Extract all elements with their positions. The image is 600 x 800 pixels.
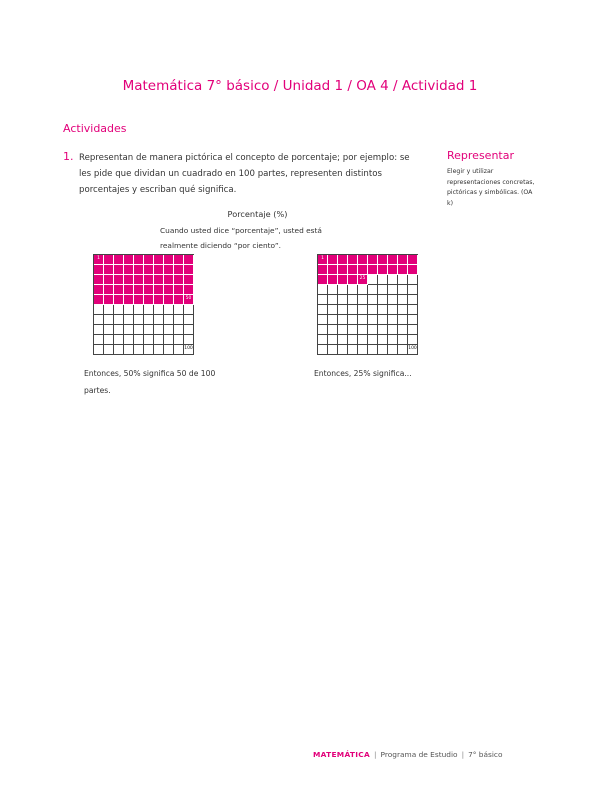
grid-cell xyxy=(144,305,154,315)
grid-cell xyxy=(104,255,114,265)
grid-cell xyxy=(358,335,368,345)
grid-cell xyxy=(338,275,348,285)
grid-cell xyxy=(328,275,338,285)
grid-cell xyxy=(388,295,398,305)
grid-cell xyxy=(328,345,338,355)
grid-cell xyxy=(368,285,378,295)
grid-cell xyxy=(134,315,144,325)
grid-cell xyxy=(134,345,144,355)
grid-cell xyxy=(318,325,328,335)
grid-cell xyxy=(184,295,194,305)
grid-cell xyxy=(338,285,348,295)
grid-cell xyxy=(368,305,378,315)
grid-cell xyxy=(144,255,154,265)
grid-cell xyxy=(144,285,154,295)
grid-cell xyxy=(184,325,194,335)
grid-cell xyxy=(134,325,144,335)
grid-cell xyxy=(368,275,378,285)
grid-cell xyxy=(398,305,408,315)
grid-cell xyxy=(134,295,144,305)
grid-cell xyxy=(144,325,154,335)
grid-cell xyxy=(388,305,398,315)
grid-cell xyxy=(398,285,408,295)
grid-cell xyxy=(114,335,124,345)
grid-cell xyxy=(408,295,418,305)
grid-cell xyxy=(348,315,358,325)
grid-cell xyxy=(114,255,124,265)
grid-cell xyxy=(174,275,184,285)
activity-number: 1. xyxy=(63,150,74,163)
grid-cell xyxy=(348,275,358,285)
grid-cell xyxy=(184,345,194,355)
grid-cell xyxy=(408,335,418,345)
activity-text: Representan de manera pictórica el concepto de porcentaje; por ejemplo: se les pide que dividan un cuadrado en 100 partes, representen distintos porcentajes y escriban qué significa. xyxy=(79,153,410,195)
hundred-grid-25 xyxy=(317,254,418,355)
grid-cell xyxy=(124,265,134,275)
grid-cell xyxy=(164,255,174,265)
grid-cell xyxy=(358,305,368,315)
grid-cell xyxy=(184,335,194,345)
grid-cell xyxy=(378,255,388,265)
grid-cell xyxy=(124,255,134,265)
grid-cell xyxy=(388,255,398,265)
grid-cell xyxy=(398,335,408,345)
grid-cell xyxy=(94,345,104,355)
grid-cell xyxy=(134,285,144,295)
grid-cell xyxy=(328,305,338,315)
grid-cell xyxy=(114,285,124,295)
grid-cell xyxy=(358,315,368,325)
grid-cell xyxy=(388,325,398,335)
grid-cell xyxy=(174,265,184,275)
grid-cell xyxy=(318,315,328,325)
grid-cell xyxy=(328,285,338,295)
grid-cell xyxy=(358,285,368,295)
grid-cell xyxy=(164,345,174,355)
grid-cell xyxy=(408,255,418,265)
grid-cell xyxy=(104,335,114,345)
footer-separator: | xyxy=(461,750,465,759)
grid-cell xyxy=(154,275,164,285)
grid-cell xyxy=(164,315,174,325)
grid-cell xyxy=(144,275,154,285)
grid-cell xyxy=(318,295,328,305)
grid-cell xyxy=(94,265,104,275)
grid-cell xyxy=(398,295,408,305)
grid-cell xyxy=(318,335,328,345)
grid-cell xyxy=(348,265,358,275)
grid-cell xyxy=(318,265,328,275)
grid-cell xyxy=(164,295,174,305)
grid-cell xyxy=(144,335,154,345)
grid-cell xyxy=(408,315,418,325)
grid-cell xyxy=(174,285,184,295)
grid-cell xyxy=(388,265,398,275)
grid-cell xyxy=(154,325,164,335)
grid-cell xyxy=(378,285,388,295)
grid-cell xyxy=(164,265,174,275)
grid-cell xyxy=(154,345,164,355)
grid-cell xyxy=(94,335,104,345)
grid-cell xyxy=(124,345,134,355)
grid-cell xyxy=(388,285,398,295)
grid-cell xyxy=(378,315,388,325)
grid-cell xyxy=(144,265,154,275)
grid-cell xyxy=(114,275,124,285)
grid-cell xyxy=(134,275,144,285)
grid-cell xyxy=(358,345,368,355)
grid-cell xyxy=(328,265,338,275)
grid-cell xyxy=(94,285,104,295)
grid-cell xyxy=(348,255,358,265)
grid-cell xyxy=(398,255,408,265)
grid-cell xyxy=(358,265,368,275)
grid-cell xyxy=(338,295,348,305)
grid-cell xyxy=(184,285,194,295)
grid-cell xyxy=(124,275,134,285)
grid-cell xyxy=(378,335,388,345)
grid-cell xyxy=(114,295,124,305)
grid-cell xyxy=(368,255,378,265)
grid-cell xyxy=(338,325,348,335)
cell-number-label: 25 xyxy=(359,276,366,281)
grid-cell xyxy=(328,335,338,345)
grid-cell xyxy=(104,275,114,285)
footer xyxy=(313,750,503,759)
cell-number-label: 100 xyxy=(408,346,417,351)
grid-cell xyxy=(124,285,134,295)
grid-cell xyxy=(368,335,378,345)
grid-cell xyxy=(378,345,388,355)
grid-cell xyxy=(368,345,378,355)
grid-cell xyxy=(398,325,408,335)
hundred-grid-50 xyxy=(93,254,194,355)
cell-number-label: 1 xyxy=(321,256,324,261)
grid-cell xyxy=(318,305,328,315)
grid-cell xyxy=(114,345,124,355)
grid-cell xyxy=(408,345,418,355)
grid-cell xyxy=(164,305,174,315)
grid-cell xyxy=(174,255,184,265)
grid-cell xyxy=(348,285,358,295)
grid-cell xyxy=(368,325,378,335)
grid-cell xyxy=(348,335,358,345)
grid-cell xyxy=(338,335,348,345)
grid-cell xyxy=(388,275,398,285)
grid-cell xyxy=(154,295,164,305)
grid-cell xyxy=(184,255,194,265)
grid-cell xyxy=(164,275,174,285)
grid-caption-50: Entonces, 50% significa 50 de 100 partes. xyxy=(84,369,216,395)
cell-number-label: 100 xyxy=(184,346,193,351)
grid-cell xyxy=(174,305,184,315)
grid-cell xyxy=(378,265,388,275)
grid-cell xyxy=(358,255,368,265)
grid-cell xyxy=(328,295,338,305)
footer-grade: 7° básico xyxy=(468,750,503,759)
grid-cell xyxy=(174,325,184,335)
grid-cell xyxy=(114,305,124,315)
grid-cell xyxy=(408,275,418,285)
grid-cell xyxy=(368,295,378,305)
grid-cell xyxy=(328,325,338,335)
grid-cell xyxy=(358,275,368,285)
grid-cell xyxy=(408,305,418,315)
grid-cell xyxy=(184,275,194,285)
grid-cell xyxy=(328,255,338,265)
grid-cell xyxy=(398,275,408,285)
grid-cell xyxy=(94,315,104,325)
footer-separator: | xyxy=(374,750,377,759)
grid-cell xyxy=(154,335,164,345)
grid-cell xyxy=(388,335,398,345)
grid-cell xyxy=(318,285,328,295)
grid-cell xyxy=(144,315,154,325)
grid-cell xyxy=(348,345,358,355)
grid-cell xyxy=(134,255,144,265)
footer-subject: MATEMÁTICA xyxy=(313,750,371,759)
grid-cell xyxy=(378,305,388,315)
cell-number-label: 50 xyxy=(185,296,192,301)
grid-cell xyxy=(174,295,184,305)
grid-cell xyxy=(144,295,154,305)
footer-program: Programa de Estudio xyxy=(380,750,458,759)
grid-cell xyxy=(124,335,134,345)
grid-cell xyxy=(104,305,114,315)
grid-cell xyxy=(104,265,114,275)
section-heading: Actividades xyxy=(63,122,127,135)
grid-cell xyxy=(104,295,114,305)
grid-cell xyxy=(368,265,378,275)
cell-number-label: 1 xyxy=(97,256,100,261)
grid-cell xyxy=(378,295,388,305)
grid-cell xyxy=(338,305,348,315)
grid-cell xyxy=(398,315,408,325)
grid-cell xyxy=(348,325,358,335)
grid-cell xyxy=(368,315,378,325)
grid-cell xyxy=(94,295,104,305)
grid-cell xyxy=(164,335,174,345)
grid-cell xyxy=(114,315,124,325)
grid-cell xyxy=(104,345,114,355)
grid-cell xyxy=(124,305,134,315)
grid-cell xyxy=(408,285,418,295)
grid-cell xyxy=(318,345,328,355)
sidebar-heading: Representar xyxy=(447,149,514,162)
grid-cell xyxy=(348,305,358,315)
grid-cell xyxy=(408,325,418,335)
grid-cell xyxy=(154,305,164,315)
grid-cell xyxy=(154,255,164,265)
grid-cell xyxy=(318,275,328,285)
sidebar-text: Elegir y utilizar representaciones concretas, pictóricas y simbólicas. (OA k) xyxy=(447,168,535,207)
grid-cell xyxy=(94,255,104,265)
grid-cell xyxy=(114,325,124,335)
grid-caption-25: Entonces, 25% significa... xyxy=(314,369,412,378)
grid-cell xyxy=(154,285,164,295)
grid-cell xyxy=(338,255,348,265)
grid-cell xyxy=(154,315,164,325)
grid-cell xyxy=(94,305,104,315)
grid-cell xyxy=(378,275,388,285)
grid-cell xyxy=(124,315,134,325)
figure-caption: Cuando usted dice “porcentaje”, usted está realmente diciendo “por ciento”. xyxy=(160,226,322,250)
grid-cell xyxy=(154,265,164,275)
grid-cell xyxy=(124,325,134,335)
grid-cell xyxy=(134,335,144,345)
grid-cell xyxy=(388,345,398,355)
grid-cell xyxy=(94,275,104,285)
grid-cell xyxy=(388,315,398,325)
grid-cell xyxy=(124,295,134,305)
grid-cell xyxy=(378,325,388,335)
grid-cell xyxy=(104,315,114,325)
grid-cell xyxy=(358,325,368,335)
grid-cell xyxy=(164,325,174,335)
grid-cell xyxy=(398,265,408,275)
grid-cell xyxy=(338,315,348,325)
grid-cell xyxy=(174,335,184,345)
grid-cell xyxy=(318,255,328,265)
grid-cell xyxy=(104,325,114,335)
grid-cell xyxy=(104,285,114,295)
grid-cell xyxy=(184,315,194,325)
grid-cell xyxy=(134,305,144,315)
grid-cell xyxy=(348,295,358,305)
grid-cell xyxy=(164,285,174,295)
figure-title: Porcentaje (%) xyxy=(227,209,288,219)
grid-cell xyxy=(328,315,338,325)
grid-cell xyxy=(144,345,154,355)
grid-cell xyxy=(338,265,348,275)
grid-cell xyxy=(184,265,194,275)
grid-cell xyxy=(408,265,418,275)
grid-cell xyxy=(114,265,124,275)
grid-cell xyxy=(94,325,104,335)
grid-cell xyxy=(174,315,184,325)
grid-cell xyxy=(134,265,144,275)
page-title: Matemática 7° básico / Unidad 1 / OA 4 / Actividad 1 xyxy=(122,78,478,94)
grid-cell xyxy=(338,345,348,355)
grid-cell xyxy=(184,305,194,315)
grid-cell xyxy=(358,295,368,305)
